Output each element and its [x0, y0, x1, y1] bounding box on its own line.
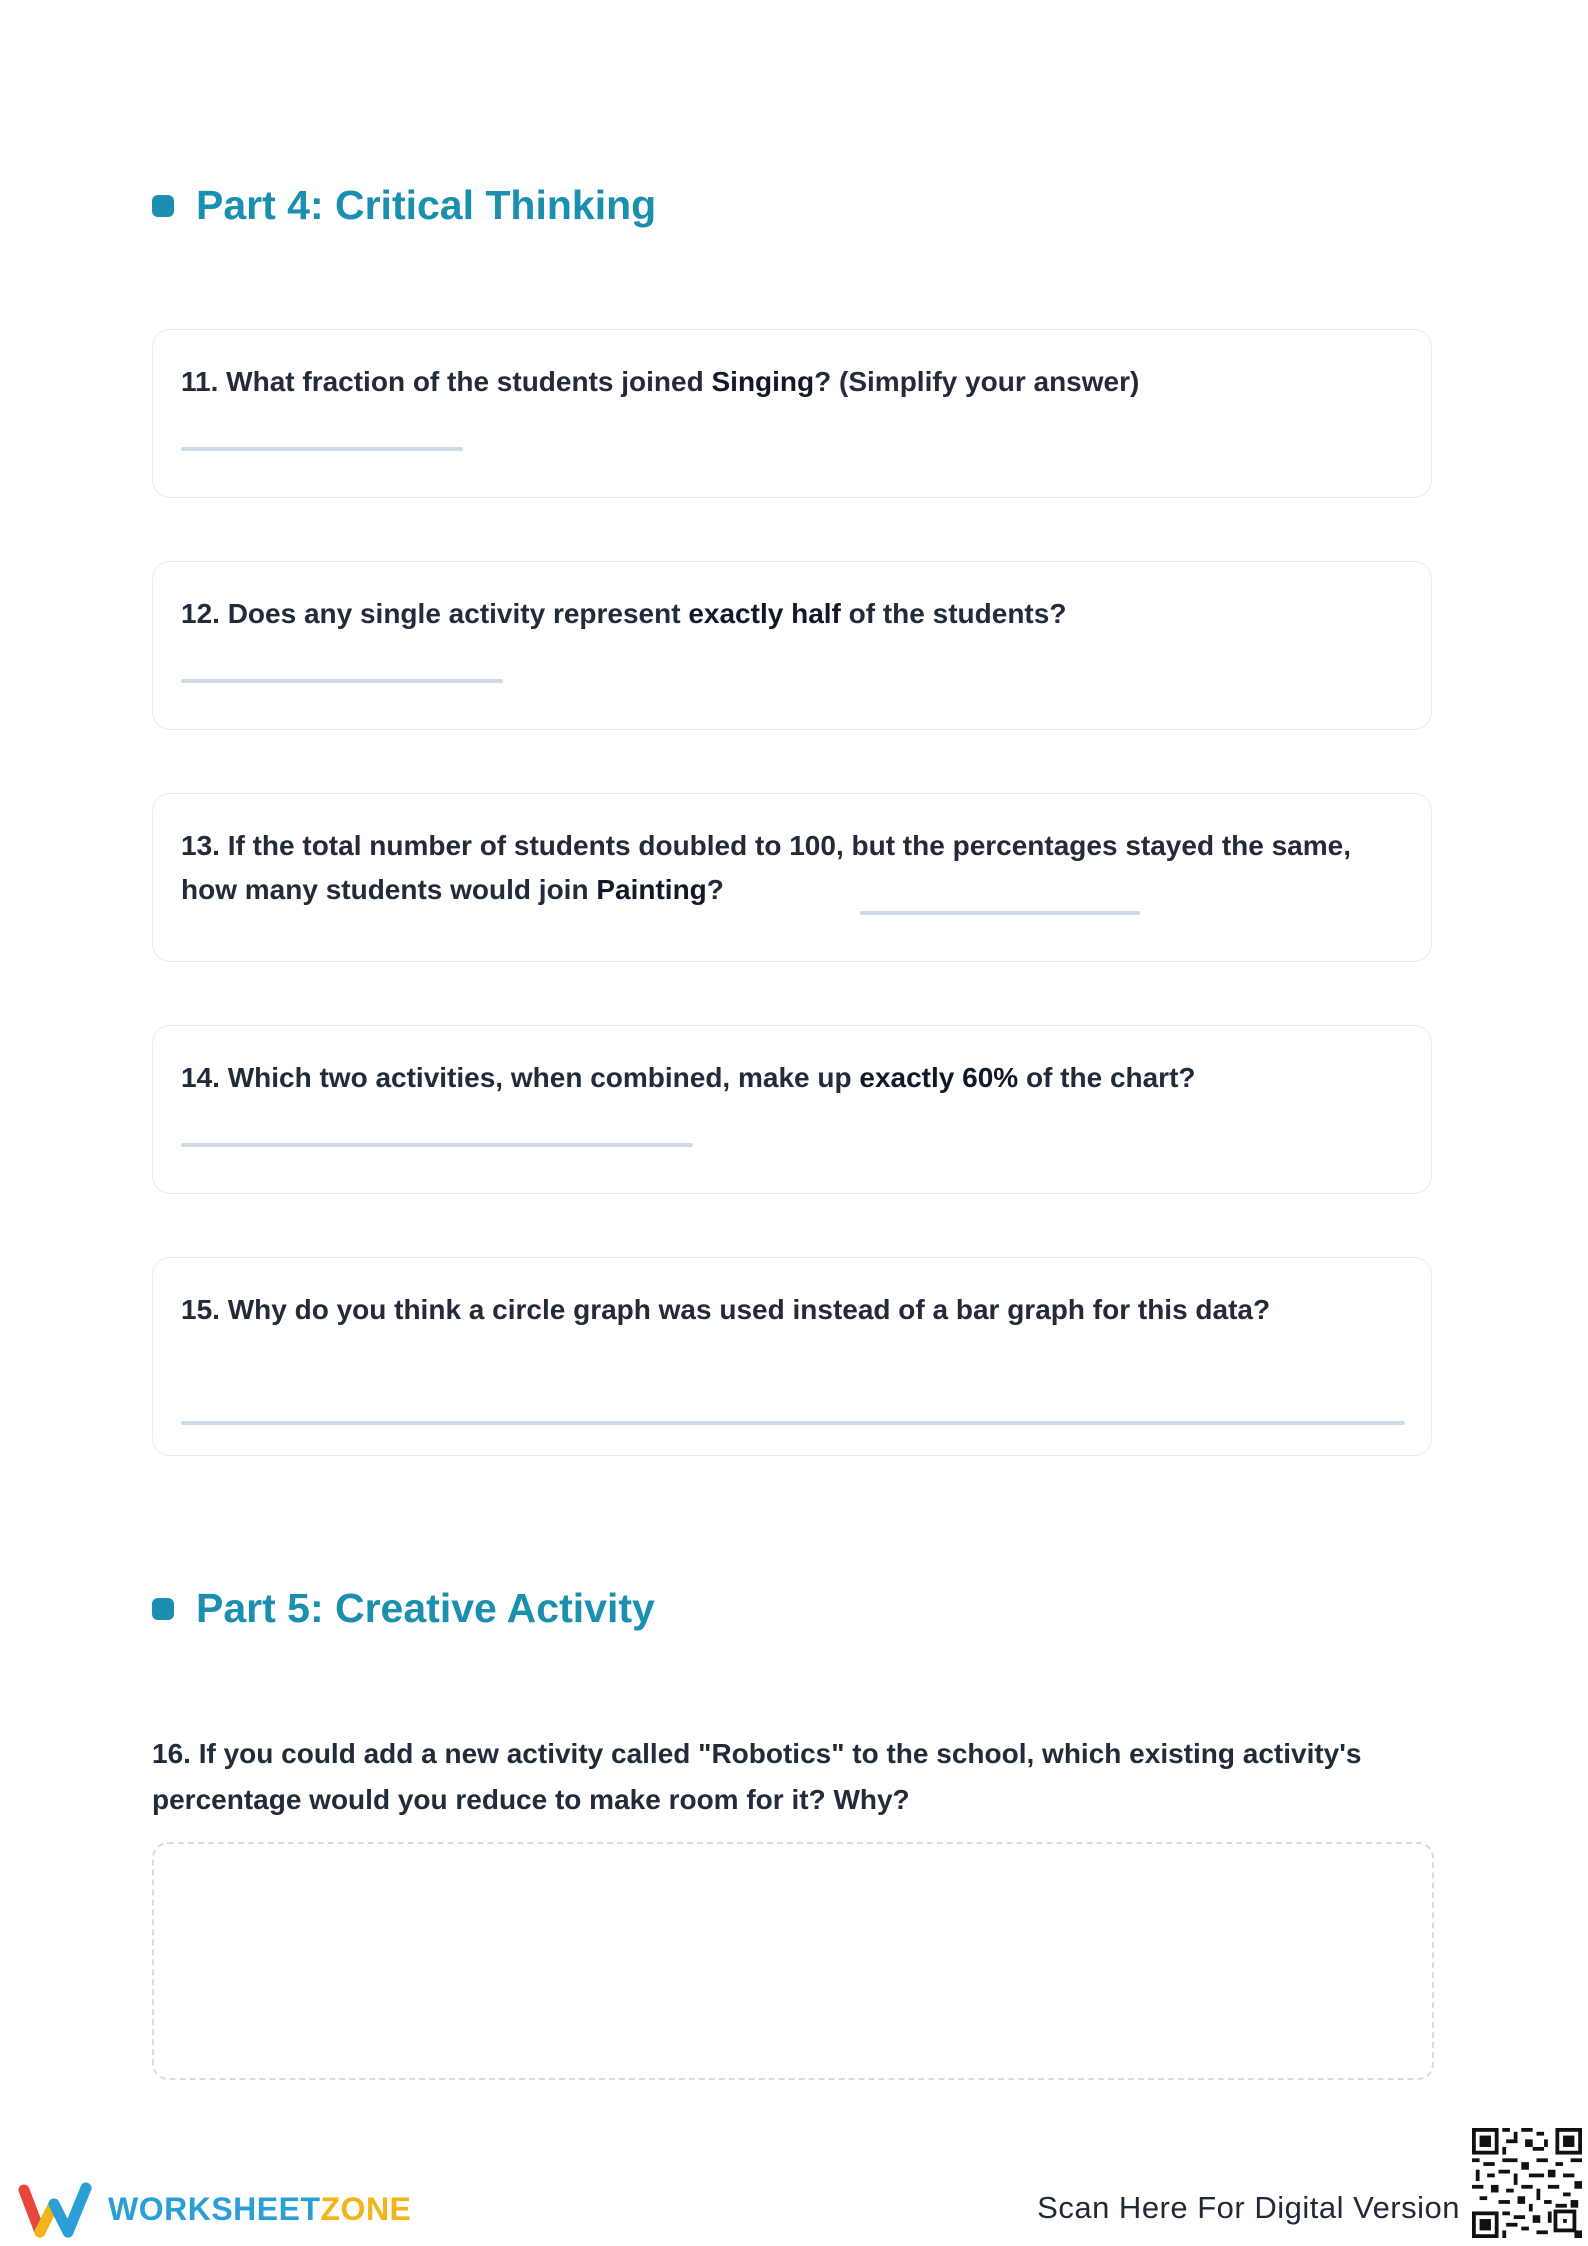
section-title: Part 5: Creative Activity: [196, 1585, 655, 1631]
question-card-11: [152, 329, 1432, 498]
heading-bullet-icon: [152, 195, 174, 217]
answer-line[interactable]: [181, 447, 463, 451]
question-text: 14. Which two activities, when combined, make up exactly 60% of the chart?: [181, 1062, 1196, 1093]
question-text: 12. Does any single activity represent exactly half of the students?: [181, 598, 1067, 629]
answer-line[interactable]: [181, 1143, 693, 1147]
logo-text: WORKSHEETZONE: [108, 2190, 412, 2227]
qr-code-icon[interactable]: [1472, 2128, 1582, 2238]
question-card-15: [152, 1257, 1432, 1456]
question-card-12: [152, 561, 1432, 730]
worksheetzone-logo: [18, 2180, 411, 2238]
question-text: 13. If the total number of students doubled to 100, but the percentages stayed the same, how many students would join Painting?: [181, 830, 1351, 905]
scan-text: Scan Here For Digital Version: [1037, 2190, 1460, 2225]
section-title: Part 4: Critical Thinking: [196, 182, 657, 228]
answer-line[interactable]: [860, 911, 1140, 915]
answer-line[interactable]: [181, 679, 503, 683]
section-heading-part4: [152, 182, 656, 229]
section-heading-part5: [152, 1585, 655, 1632]
logo-w-icon: [18, 2180, 94, 2238]
question-text: 11. What fraction of the students joined Singing? (Simplify your answer): [181, 366, 1140, 397]
question-card-14: [152, 1025, 1432, 1194]
question-text: 15. Why do you think a circle graph was used instead of a bar graph for this data?: [181, 1294, 1271, 1325]
question-text-16: 16. If you could add a new activity called "Robotics" to the school, which existing activity's percentage would you reduce to make room for it? Why?: [152, 1738, 1362, 1815]
heading-bullet-icon: [152, 1598, 174, 1620]
question-card-13: [152, 793, 1432, 962]
answer-box[interactable]: [152, 1842, 1434, 2080]
answer-line[interactable]: [181, 1421, 1405, 1425]
